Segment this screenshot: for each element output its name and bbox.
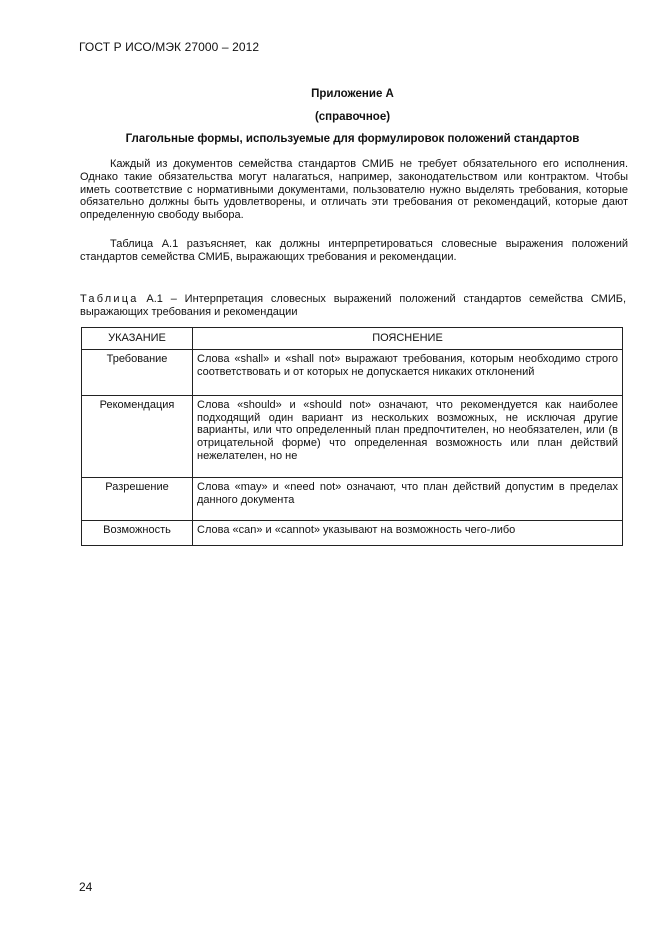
appendix-note: (справочное) [314, 111, 391, 123]
term-cell: Разрешение [82, 477, 193, 520]
explanation-text: Слова «shall» и «shall not» выражают требования, которым необходимо строго соответствовать и от которых не допускается никаких отклонений [197, 352, 618, 378]
page-number: 24 [79, 880, 93, 894]
appendix-title: Приложение А [311, 88, 394, 100]
term-cell: Возможность [82, 520, 193, 545]
table-caption-label: Таблица [80, 293, 139, 305]
explanation-text: Слова «should» и «should not» означают, что рекомендуется как наиболее подходящий один вариант из нескольких возможных, не исключая другие варианты, или что определенный план предпочтителен, но необязателен, или (в отрицательной форме) что определенная возможность или план действий нежелателен, но не [197, 398, 618, 462]
table-row [82, 349, 623, 395]
explanation-cell [193, 395, 623, 477]
term-cell: Рекомендация [82, 395, 193, 477]
table-row [82, 477, 623, 520]
term-cell: Требование [82, 349, 193, 395]
paragraph-2: Таблица А.1 разъясняет, как должны интерпретироваться словесные выражения положений стандартов семейства СМИБ, выражающих требования и рекомендации. [80, 238, 628, 263]
column-header-explanation: ПОЯСНЕНИЕ [193, 328, 623, 350]
explanation-cell [193, 349, 623, 395]
table-row [82, 520, 623, 545]
verbal-forms-table [81, 327, 623, 546]
paragraph-1: Каждый из документов семейства стандартов СМИБ не требует обязательного его исполнения. Однако такие обязательства могут налагаться, например, законодательством или контрактом. Чтобы иметь соответствие с нормативными документами, пользователю нужно выделять требования, которые обязательно должны быть удовлетворены, и отличать эти требования от рекомендаций, которые дают определенную свободу выбора. [80, 158, 628, 222]
document-code-header: ГОСТ Р ИСО/МЭК 27000 – 2012 [79, 40, 260, 54]
table-caption-text: А.1 – Интерпретация словесных выражений положений стандартов семейства СМИБ, выражающих требования и рекомендации [80, 293, 626, 318]
explanation-cell: Слова «may» и «need not» означают, что план действий допустим в пределах данного документа [193, 477, 623, 520]
appendix-subtitle: Глагольные формы, используемые для формулировок положений стандартов [125, 133, 580, 145]
column-header-indication: УКАЗАНИЕ [82, 328, 193, 350]
table-caption [80, 293, 626, 319]
explanation-cell: Слова «can» и «cannot» указывают на возможность чего-либо [193, 520, 623, 545]
table-header-row [82, 328, 623, 350]
table-row [82, 395, 623, 477]
